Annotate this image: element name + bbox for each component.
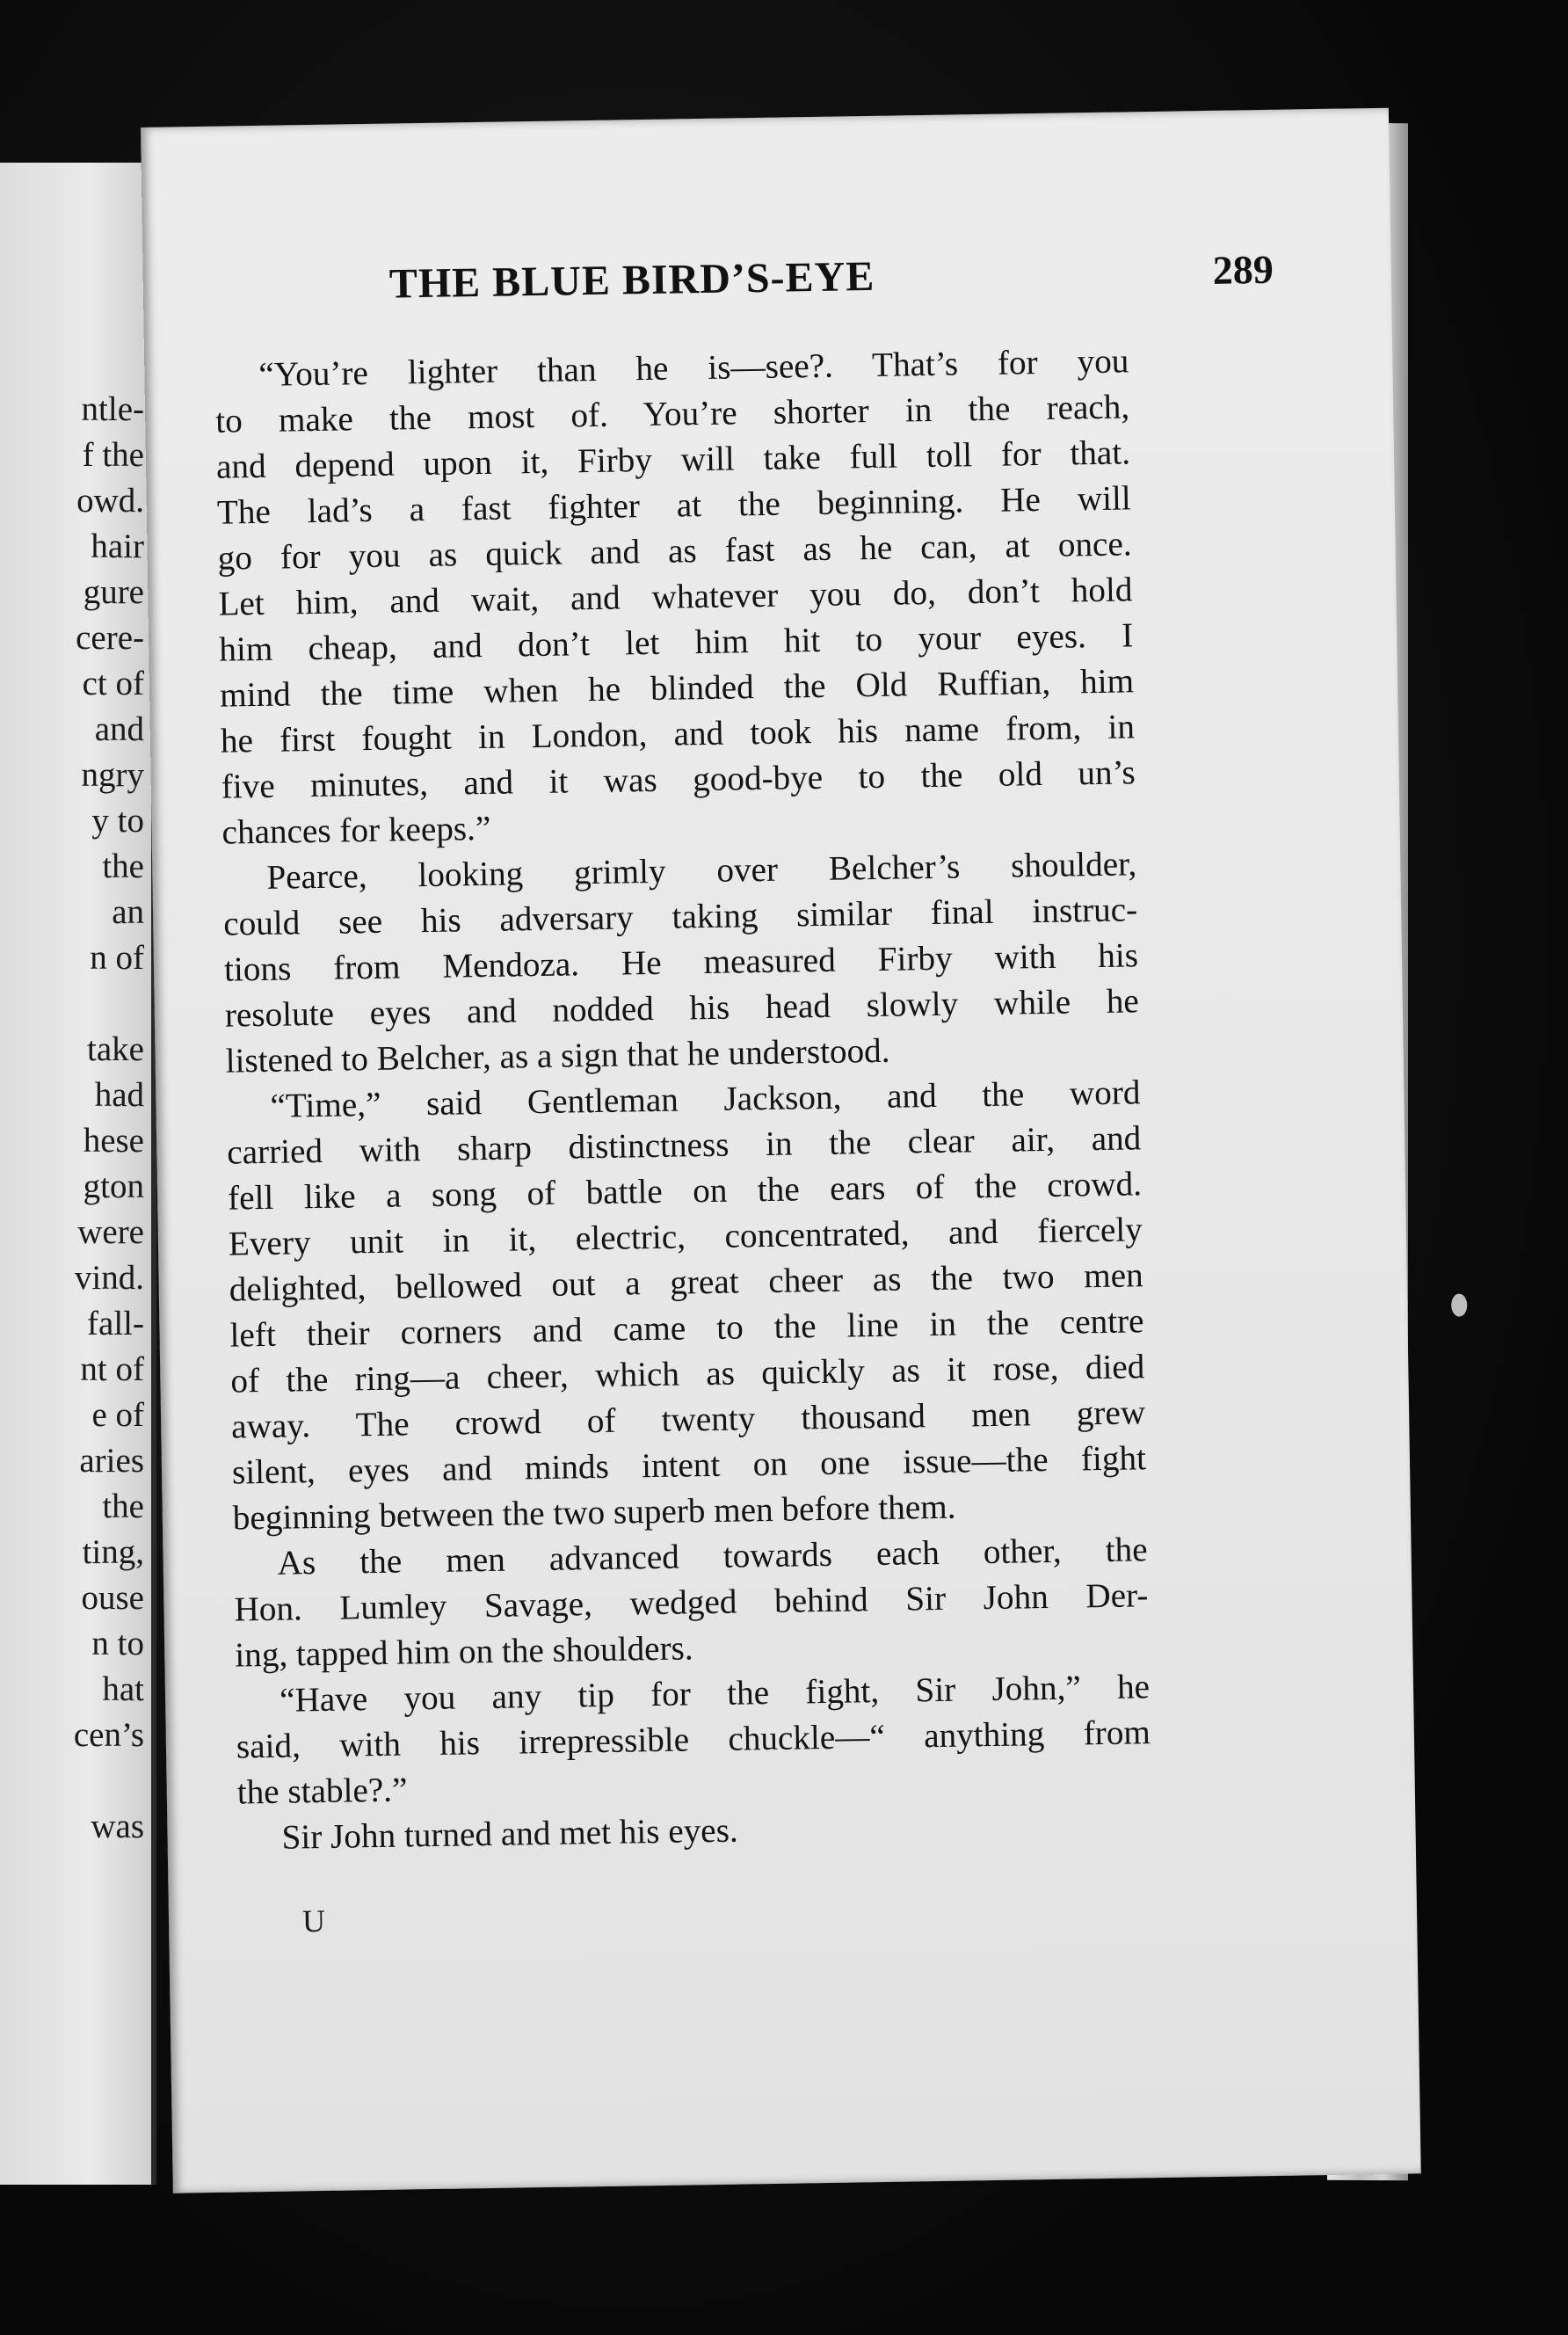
facing-page-line-fragment: the [102,1488,144,1525]
text-line: him cheap, and don’t let him hit to your eyes. I [219,616,1134,669]
facing-page-line-fragment: y to [91,802,144,840]
text-line: mind the time when he blinded the Old Ruffian, him [219,662,1135,715]
facing-page-left [0,163,156,2185]
facing-page-line-fragment: ting, [82,1533,144,1571]
facing-page-line-fragment: vind. [74,1259,144,1297]
text-line: resolute eyes and nodded his head slowly while he [224,982,1140,1035]
facing-page-line-fragment: ngry [81,756,144,794]
text-line: to make the most of. You’re shorter in the reach, [214,388,1130,440]
text-line: said, with his irrepressible chuckle—“ anything from [236,1713,1151,1766]
text-line: “Have you any tip for the fight, Sir John,” he [279,1668,1151,1720]
text-line: fell like a song of battle on the ears of the crowd. [227,1165,1143,1218]
text-line: away. The crowd of twenty thousand men grew [230,1393,1146,1446]
facing-page-line-fragment: n of [90,939,144,977]
page-number: 289 [1212,246,1274,293]
book-page [141,108,1421,2193]
running-head [388,246,1274,313]
facing-page-line-fragment: f the [82,436,144,474]
facing-page-line-fragment: and [94,710,144,748]
facing-page-line-fragment: gton [83,1168,144,1205]
facing-page-line-fragment: had [94,1076,144,1114]
text-line: Sir John turned and met his eyes. [281,1811,739,1857]
paper-speck [1451,1293,1467,1316]
facing-page-line-fragment: an [112,893,144,931]
facing-page-line-fragment: cere- [76,619,144,657]
facing-page-line-fragment: owd. [76,482,144,520]
text-line: chances for keeps.” [221,809,491,852]
text-line: Let him, and wait, and whatever you do, don’t hold [218,571,1133,623]
facing-page-line-fragment: hat [102,1670,144,1708]
facing-page-line-fragment: ntle- [81,390,144,428]
facing-page-line-fragment: were [77,1213,144,1251]
text-line: beginning between the two superb men before them. [232,1488,956,1538]
facing-page-line-fragment: the [102,847,144,885]
text-line: Pearce, looking grimly over Belcher’s shoulder, [266,845,1137,897]
text-line: “You’re lighter than he is—see?. That’s for you [258,342,1129,394]
text-line: left their corners and came to the line in the centre [229,1302,1144,1355]
text-line: listened to Belcher, as a sign that he understood. [225,1031,890,1080]
text-line: “Time,” said Gentleman Jackson, and the word [270,1073,1141,1125]
facing-page-line-fragment: ouse [81,1579,144,1617]
text-line: As the men advanced towards each other, the [277,1531,1148,1582]
text-line: silent, eyes and minds intent on one issue—the fight [231,1439,1147,1492]
facing-page-line-fragment: was [91,1808,144,1845]
text-line: Every unit in it, electric, concentrated, and fiercely [228,1211,1143,1263]
facing-page-line-fragment: n to [91,1625,144,1662]
text-line: the stable?.” [236,1771,408,1812]
facing-page-line-fragment: ct of [82,665,144,702]
text-line: delighted, bellowed out a great cheer as the two men [229,1256,1143,1309]
text-line: go for you as quick and as fast as he can, at once. [217,525,1132,578]
text-line: five minutes, and it was good-bye to the old un’s [221,753,1136,806]
text-line: carried with sharp distinctness in the clear air, and [226,1119,1142,1172]
text-line: tions from Mendoza. He measured Firby with his [223,936,1139,989]
facing-page-line-fragment: e of [91,1396,144,1434]
text-line: he first fought in London, and took his name from, in [220,708,1136,760]
facing-page-line-fragment: hese [83,1122,144,1160]
text-line: ing, tapped him on the shoulders. [234,1629,693,1675]
facing-page-line-fragment: nt of [80,1350,144,1388]
text-line: and depend upon it, Firby will take full toll for that. [215,433,1131,486]
facing-page-line-fragment: fall- [87,1305,144,1342]
text-line: Hon. Lumley Savage, wedged behind Sir John Der- [234,1576,1149,1629]
facing-page-line-fragment: aries [79,1442,144,1480]
facing-page-line-fragment: take [87,1030,144,1068]
signature-mark: U [301,1902,326,1939]
text-line: of the ring—a cheer, which as quickly as it rose, died [230,1348,1145,1400]
body-text [214,338,1152,1861]
running-head-title: THE BLUE BIRD’S-EYE [388,252,875,308]
facing-page-line-fragment: gure [83,573,144,611]
facing-page-line-fragment: hair [91,527,144,565]
text-line: could see his adversary taking similar final instruc- [222,891,1138,943]
facing-page-line-fragment: cen’s [73,1716,144,1754]
text-line: The lad’s a fast fighter at the beginning. He will [216,479,1132,532]
